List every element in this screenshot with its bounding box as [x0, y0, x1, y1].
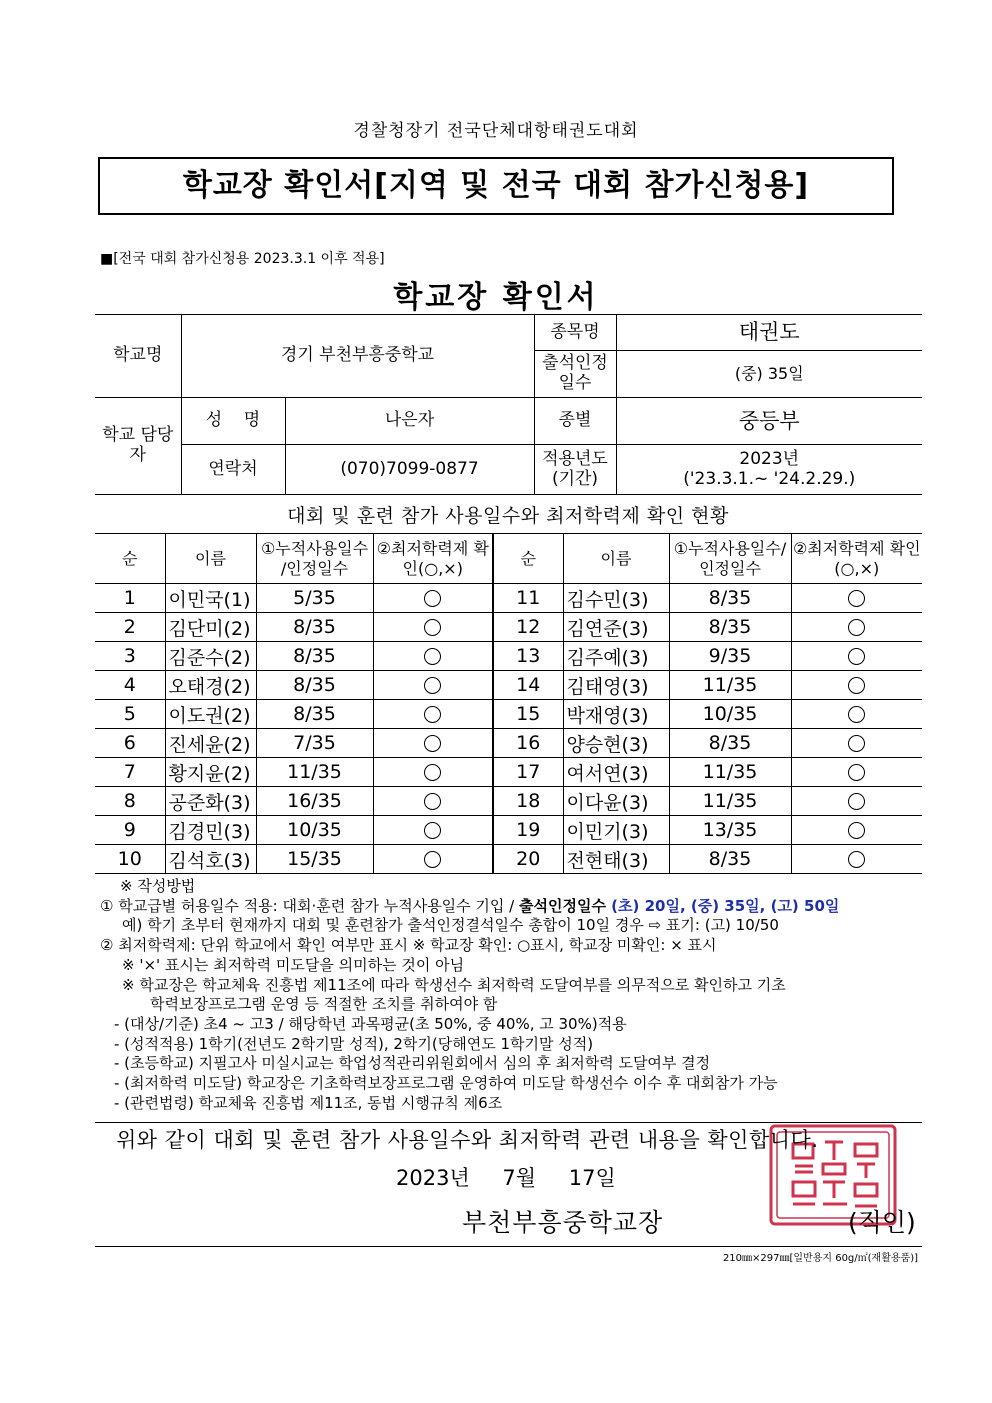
student-days: 9/35 — [669, 642, 791, 671]
student-check — [373, 787, 493, 816]
check-circle-icon — [848, 648, 865, 665]
check-circle-icon — [424, 706, 441, 723]
instruction-2: ② 최저학력제: 단위 학교에서 확인 여부만 표시 ※ 학교장 확인: ○표시, 학교장 미확인: × 표시 — [100, 936, 717, 955]
student-check — [791, 700, 922, 729]
issue-date — [396, 1162, 616, 1192]
student-check — [373, 642, 493, 671]
student-check — [791, 787, 922, 816]
instructions — [100, 877, 930, 1113]
student-days: 10/35 — [256, 816, 373, 845]
student-no: 4 — [95, 671, 165, 700]
detail-not-met: - (최저학력 미도달) 학교장은 기초학력보장프로그램 운영하여 미도달 학생선수 이수 후 대회참가 가능 — [114, 1074, 778, 1093]
student-days: 13/35 — [669, 816, 791, 845]
student-no: 20 — [493, 845, 563, 874]
student-check — [373, 816, 493, 845]
student-days: 16/35 — [256, 787, 373, 816]
student-no: 7 — [95, 758, 165, 787]
student-name: 박재영(3) — [563, 700, 669, 729]
student-check — [791, 758, 922, 787]
student-no: 19 — [493, 816, 563, 845]
col-header-days: ①누적사용일수 /인정일수 — [256, 534, 373, 584]
roster-table — [95, 533, 922, 874]
check-circle-icon — [848, 793, 865, 810]
detail-elementary: - (초등학교) 지필고사 미실시교는 학업성적관리위원회에서 심의 후 최저학력 도달여부 결정 — [114, 1054, 711, 1073]
division-value: 중등부 — [616, 398, 922, 445]
check-circle-icon — [848, 764, 865, 781]
period-value — [616, 445, 922, 495]
student-name: 김경민(3) — [165, 816, 256, 845]
principal-signature: 부천부흥중학교장 — [462, 1208, 664, 1237]
check-circle-icon — [848, 822, 865, 839]
contact-person-label: 학교 담당자 — [95, 398, 181, 495]
check-circle-icon — [424, 851, 441, 868]
check-circle-icon — [424, 648, 441, 665]
student-check — [373, 758, 493, 787]
person-name-value: 나은자 — [285, 398, 534, 445]
student-days: 15/35 — [256, 845, 373, 874]
student-no: 8 — [95, 787, 165, 816]
allowed-days: (초) 20일, (중) 35일, (고) 50일 — [611, 896, 840, 915]
student-name: 이도권(2) — [165, 700, 256, 729]
phone-label: 연락처 — [181, 445, 285, 495]
instruction-2-note-b: ※ 학교장은 학교체육 진흥법 제11조에 따라 학생선수 최저학력 도달여부를 의무적으로 확인하고 기초 — [122, 975, 786, 994]
status-title: 대회 및 훈련 참가 사용일수와 최저학력제 확인 현황 — [287, 505, 729, 527]
student-no: 3 — [95, 642, 165, 671]
detail-target: - (대상/기준) 초4 ~ 고3 / 해당학년 과목평균(초 50%, 중 40%, 고 30%)적용 — [114, 1014, 627, 1033]
seal-label: (직인) — [848, 1208, 916, 1237]
paper-spec: 210㎜×297㎜[일반용지 60g/㎡(재활용품)] — [722, 1253, 918, 1264]
check-circle-icon — [424, 793, 441, 810]
school-name-value: 경기 부천부흥중학교 — [181, 315, 534, 398]
student-check — [373, 845, 493, 874]
student-days: 8/35 — [669, 613, 791, 642]
student-name: 황지윤(2) — [165, 758, 256, 787]
col-header-days: ①누적사용일수/ 인정일수 — [669, 534, 791, 584]
student-check — [791, 729, 922, 758]
col-header-no: 순 — [493, 534, 563, 584]
check-circle-icon — [424, 822, 441, 839]
student-days: 8/35 — [669, 584, 791, 613]
sport-label: 종목명 — [534, 315, 616, 351]
student-days: 8/35 — [669, 845, 791, 874]
student-no: 1 — [95, 584, 165, 613]
table-row — [95, 845, 922, 874]
col-header-check: ②최저학력제 확인(○,×) — [373, 534, 493, 584]
document-title: 학교장 확인서[지역 및 전국 대회 참가신청용] — [98, 157, 894, 215]
attendance-value: (중) 35일 — [616, 351, 922, 398]
col-header-name: 이름 — [563, 534, 669, 584]
student-no: 18 — [493, 787, 563, 816]
person-name-label: 성 명 — [181, 398, 285, 445]
student-check — [791, 845, 922, 874]
detail-law: - (관련법령) 학교체육 진흥법 제11조, 동법 시행규칙 제6조 — [114, 1093, 503, 1112]
student-check — [373, 729, 493, 758]
check-circle-icon — [424, 619, 441, 636]
student-name: 김단미(2) — [165, 613, 256, 642]
student-check — [373, 584, 493, 613]
col-header-no: 순 — [95, 534, 165, 584]
instruction-2-note-c: 학력보장프로그램 운영 등 적절한 조치를 취하여야 함 — [150, 995, 498, 1014]
student-days: 8/35 — [256, 642, 373, 671]
student-name: 진세윤(2) — [165, 729, 256, 758]
check-circle-icon — [424, 764, 441, 781]
table-row — [95, 700, 922, 729]
phone-value: (070)7099-0877 — [285, 445, 534, 495]
instruction-1 — [100, 897, 930, 917]
student-days: 8/35 — [256, 700, 373, 729]
school-name-label: 학교명 — [95, 315, 181, 398]
event-title: 경찰청장기 전국단체대항태권도대회 — [353, 121, 639, 141]
student-days: 11/35 — [669, 787, 791, 816]
student-name: 김수민(3) — [563, 584, 669, 613]
student-no: 15 — [493, 700, 563, 729]
period-label: 적용년도 (기간) — [534, 445, 616, 495]
student-name: 김태영(3) — [563, 671, 669, 700]
student-days: 10/35 — [669, 700, 791, 729]
form-title: 학교장 확인서 — [393, 280, 599, 315]
student-check — [373, 700, 493, 729]
student-days: 11/35 — [669, 758, 791, 787]
student-check — [791, 816, 922, 845]
student-no: 5 — [95, 700, 165, 729]
student-no: 16 — [493, 729, 563, 758]
student-check — [791, 584, 922, 613]
student-no: 12 — [493, 613, 563, 642]
student-name: 김주예(3) — [563, 642, 669, 671]
table-row — [95, 642, 922, 671]
attendance-days-label: 출석인정일수 — [519, 896, 612, 915]
student-name: 이다윤(3) — [563, 787, 669, 816]
student-days: 8/35 — [256, 671, 373, 700]
table-row — [95, 729, 922, 758]
student-no: 11 — [493, 584, 563, 613]
instruction-2-note-a: ※ '×' 표시는 최저학력 미도달을 의미하는 것이 아님 — [122, 955, 465, 974]
col-header-check: ②최저학력제 확인(○,×) — [791, 534, 922, 584]
student-name: 오태경(2) — [165, 671, 256, 700]
instructions-heading: ※ 작성방법 — [120, 877, 196, 895]
check-circle-icon — [424, 735, 441, 752]
student-name: 김석호(3) — [165, 845, 256, 874]
applicability-notice: ■[전국 대회 참가신청용 2023.3.1 이후 적용] — [100, 251, 385, 267]
check-circle-icon — [848, 706, 865, 723]
check-circle-icon — [848, 851, 865, 868]
student-name: 김연준(3) — [563, 613, 669, 642]
student-name: 이민기(3) — [563, 816, 669, 845]
student-days: 8/35 — [256, 613, 373, 642]
student-days: 11/35 — [669, 671, 791, 700]
student-no: 9 — [95, 816, 165, 845]
table-row — [95, 758, 922, 787]
student-check — [791, 613, 922, 642]
student-check — [791, 671, 922, 700]
student-check — [373, 613, 493, 642]
col-header-name: 이름 — [165, 534, 256, 584]
student-name: 전현태(3) — [563, 845, 669, 874]
student-no: 14 — [493, 671, 563, 700]
student-no: 2 — [95, 613, 165, 642]
student-days: 7/35 — [256, 729, 373, 758]
confirmation-statement: 위와 같이 대회 및 훈련 참가 사용일수와 최저학력 관련 내용을 확인합니다. — [116, 1128, 819, 1152]
student-name: 김준수(2) — [165, 642, 256, 671]
check-circle-icon — [848, 677, 865, 694]
student-no: 6 — [95, 729, 165, 758]
student-no: 10 — [95, 845, 165, 874]
attendance-label: 출석인정 일수 — [534, 351, 616, 398]
instruction-1-text: ① 학교급별 허용일수 적용: 대회·훈련 참가 누적사용일수 기입 / — [100, 896, 519, 915]
table-row — [95, 816, 922, 845]
detail-grades: - (성적적용) 1학기(전년도 2학기말 성적), 2학기(당해연도 1학기말 성적) — [114, 1034, 594, 1053]
table-row — [95, 613, 922, 642]
issue-year: 2023년 — [396, 1166, 470, 1190]
period-year: 2023년 — [739, 448, 800, 469]
period-range: ('23.3.1.~ '24.2.29.) — [683, 468, 856, 489]
student-check — [791, 642, 922, 671]
school-info-table — [95, 314, 922, 495]
table-row — [95, 584, 922, 613]
check-circle-icon — [424, 590, 441, 607]
footer-divider — [95, 1246, 922, 1247]
check-circle-icon — [424, 677, 441, 694]
check-circle-icon — [848, 619, 865, 636]
table-row — [95, 787, 922, 816]
issue-day: 17일 — [568, 1166, 616, 1190]
student-days: 8/35 — [669, 729, 791, 758]
student-name: 여서연(3) — [563, 758, 669, 787]
table-row — [95, 671, 922, 700]
check-circle-icon — [848, 590, 865, 607]
division-label: 종별 — [534, 398, 616, 445]
issue-month: 7월 — [502, 1166, 537, 1190]
student-days: 5/35 — [256, 584, 373, 613]
sport-value: 태권도 — [616, 315, 922, 351]
student-days: 11/35 — [256, 758, 373, 787]
student-check — [373, 671, 493, 700]
check-circle-icon — [848, 735, 865, 752]
student-no: 13 — [493, 642, 563, 671]
student-name: 이민국(1) — [165, 584, 256, 613]
instruction-1-example: 예) 학기 초부터 현재까지 대회 및 훈련참가 출석인정결석일수 총합이 10일 경우 ⇨ 표기: (고) 10/50 — [122, 916, 779, 935]
student-name: 공준화(3) — [165, 787, 256, 816]
student-name: 양승현(3) — [563, 729, 669, 758]
student-no: 17 — [493, 758, 563, 787]
